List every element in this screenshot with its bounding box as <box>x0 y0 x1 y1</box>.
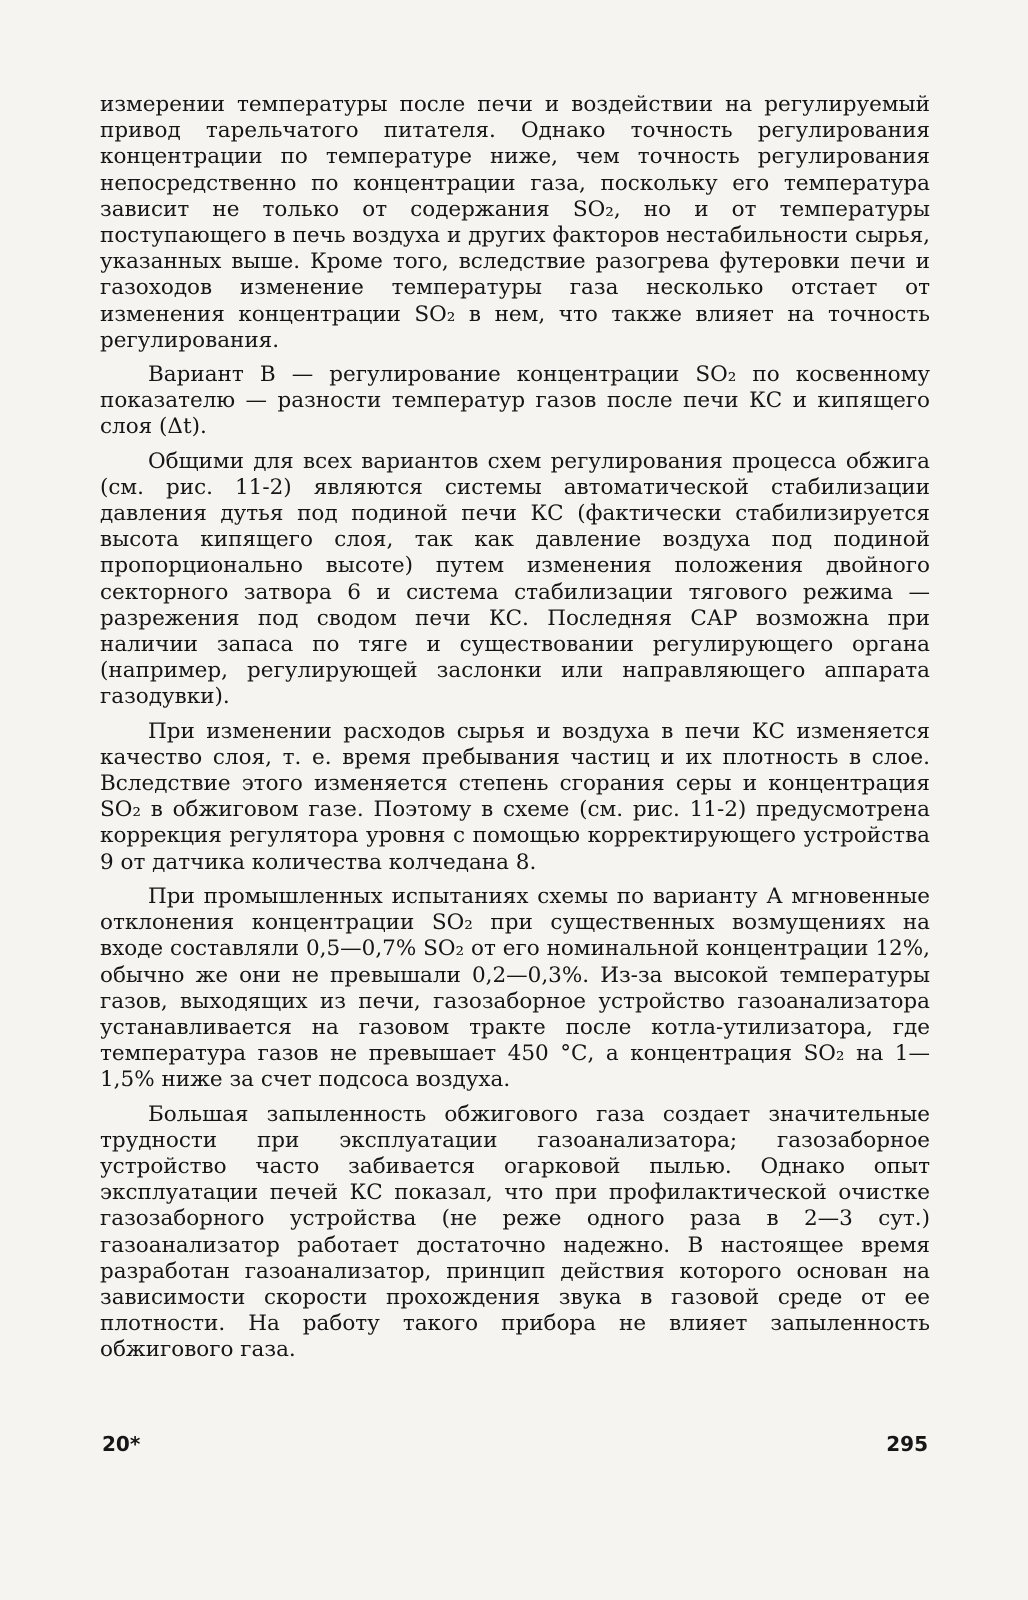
paragraph-1: измерении температуры после печи и воздействии на регулируемый привод тарельчатого питателя. Однако точность регулирования концентрации по температуре ниже, чем точность регулирования непосредственно по концентрации газа, поскольку его температура зависит не только от содержания SO₂, но и от температуры поступающего в печь воздуха и других факторов нестабильности сырья, указанных выше. Кроме того, вследствие разогрева футеровки печи и газоходов изменение температуры газа несколько отстает от изменения концентрации SO₂ в нем, что также влияет на точность регулирования. <box>100 92 930 353</box>
paragraph-5: При промышленных испытаниях схемы по варианту А мгновенные отклонения концентрации SO₂ при существенных возмущениях на входе составляли 0,5—0,7% SO₂ от его номинальной концентрации 12%, обычно же они не превышали 0,2—0,3%. Из-за высокой температуры газов, выходящих из печи, газозаборное устройство газоанализатора устанавливается на газовом тракте после котла-утилизатора, где температура газов не превышает 450 °С, а концентрация SO₂ на 1—1,5% ниже за счет подсоса воздуха. <box>100 883 930 1093</box>
paragraph-4: При изменении расходов сырья и воздуха в печи КС изменяется качество слоя, т. е. время пребывания частиц и их плотность в слое. Вследствие этого изменяется степень сгорания серы и концентрация SO₂ в обжиговом газе. Поэтому в схеме (см. рис. 11-2) предусмотрена коррекция регулятора уровня с помощью корректирующего устройства 9 от датчика количества колчедана 8. <box>100 718 930 875</box>
page-number: 295 <box>886 1432 928 1456</box>
paragraph-6: Большая запыленность обжигового газа создает значительные трудности при эксплуатации газоанализатора; газозаборное устройство часто забивается огарковой пылью. Однако опыт эксплуатации печей КС показал, что при профилактической очистке газозаборного устройства (не реже одного раза в 2—3 сут.) газоанализатор работает достаточно надежно. В настоящее время разработан газоанализатор, принцип действия которого основан на зависимости скорости прохождения звука в газовой среде от ее плотности. На работу такого прибора не влияет запыленность обжигового газа. <box>100 1101 930 1363</box>
paragraph-2: Вариант В — регулирование концентрации SO₂ по косвенному показателю — разности температур газов после печи КС и кипящего слоя (Δt). <box>100 362 930 440</box>
printer-signature: 20* <box>102 1432 141 1456</box>
paragraph-3: Общими для всех вариантов схем регулирования процесса обжига (см. рис. 11-2) являются системы автоматической стабилизации давления дутья под подиной печи КС (фактически стабилизируется высота кипящего слоя, так как давление воздуха под подиной пропорционально высоте) путем изменения положения двойного секторного затвора 6 и система стабилизации тягового режима — разрежения под сводом печи КС. Последняя САР возможна при наличии запаса по тяге и существовании регулирующего органа (например, регулирующей заслонки или направляющего аппарата газодувки). <box>100 448 930 710</box>
body-text <box>100 92 930 1372</box>
